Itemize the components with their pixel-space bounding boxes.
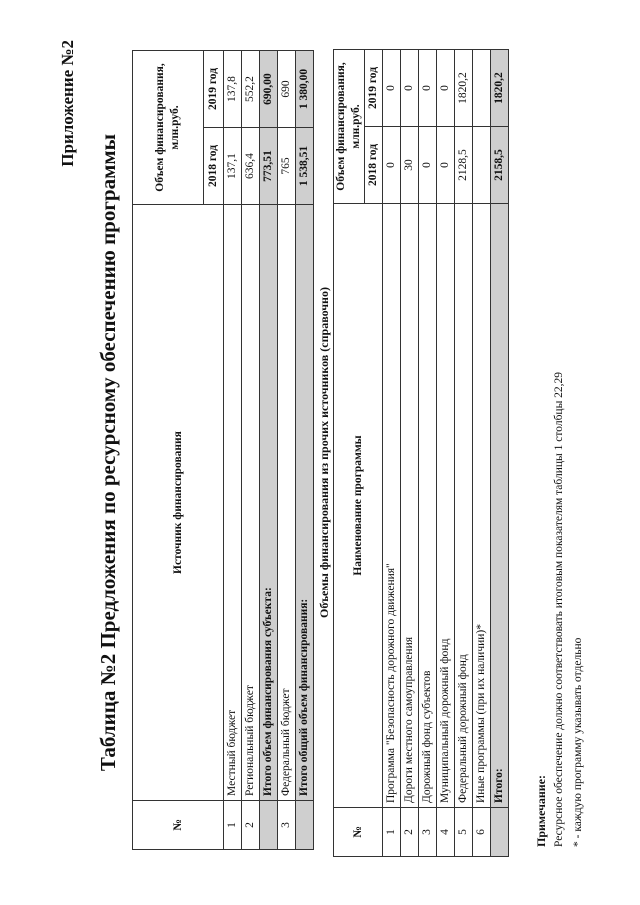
- page-title: Таблица №2 Предложения по ресурсному обеспечению программы: [96, 133, 120, 772]
- row-num: 5: [455, 808, 473, 857]
- section-subtitle: Объемы финансирования из прочих источников (справочно): [317, 287, 331, 618]
- total-row: [491, 50, 509, 857]
- row-name: Федеральный дорожный фонд: [455, 204, 473, 808]
- row-num: 6: [473, 808, 491, 857]
- row-value-2019: 552,2: [242, 51, 260, 128]
- row-num: 1: [383, 808, 401, 857]
- row-name: Итого объем финансирования субъекта:: [260, 205, 278, 801]
- row-name: Иные программы (при их наличии)*: [473, 204, 491, 808]
- row-value-2018: 2128,5: [455, 127, 473, 204]
- col-year2-header: 2019 год: [365, 50, 383, 127]
- row-name: Местный бюджет: [224, 205, 242, 801]
- row-value-2018: 773,51: [260, 128, 278, 205]
- row-num: 4: [437, 808, 455, 857]
- row-value-2018: 137,1: [224, 128, 242, 205]
- row-value-2019: 137,8: [224, 51, 242, 128]
- row-value-2019: 0: [419, 50, 437, 127]
- row-name: Федеральный бюджет: [278, 205, 296, 801]
- table-row: [383, 50, 401, 857]
- table-row: [455, 50, 473, 857]
- row-name: Программа "Безопасность дорожного движения": [383, 204, 401, 808]
- row-name: Дороги местного самоуправления: [401, 204, 419, 808]
- col-volume-header: Объем финансирования, млн.руб.: [334, 50, 365, 204]
- row-value-2019: 0: [437, 50, 455, 127]
- row-value-2018: 765: [278, 128, 296, 205]
- table-header-row: [334, 50, 365, 857]
- table-row: [242, 51, 260, 850]
- row-value-2019: 690: [278, 51, 296, 128]
- table-header-row: [133, 51, 204, 850]
- subtotal-row: [260, 51, 278, 850]
- row-value-2018: 1 538,51: [296, 128, 314, 205]
- table-row: [419, 50, 437, 857]
- table-row: [473, 50, 491, 857]
- note-line-2: * - каждую программу указывать отдельно: [572, 637, 584, 847]
- row-name: Итого:: [491, 204, 509, 808]
- table-row: [224, 51, 242, 850]
- col-year2-header: 2019 год: [204, 51, 224, 128]
- funding-sources-table: [132, 50, 314, 850]
- row-num: 2: [401, 808, 419, 857]
- row-value-2018: 636,4: [242, 128, 260, 205]
- row-value-2019: 1 380,00: [296, 51, 314, 128]
- table-row: [437, 50, 455, 857]
- row-num: [491, 808, 509, 857]
- row-num: 1: [224, 801, 242, 850]
- row-value-2018: 0: [419, 127, 437, 204]
- row-num: [260, 801, 278, 850]
- col-year1-header: 2018 год: [204, 128, 224, 205]
- row-value-2019: 1820,2: [491, 50, 509, 127]
- row-value-2018: 0: [383, 127, 401, 204]
- note-line-1: Ресурсное обеспечение должно соответствовать итоговым показателям таблицы 1 столбцы 22,29: [553, 371, 565, 847]
- total-row: [296, 51, 314, 850]
- table-row: [278, 51, 296, 850]
- row-value-2018: [473, 127, 491, 204]
- row-value-2019: 1820,2: [455, 50, 473, 127]
- other-sources-table: [333, 49, 509, 857]
- col-program-header: Наименование программы: [334, 204, 383, 808]
- row-value-2018: 2158,5: [491, 127, 509, 204]
- row-num: 2: [242, 801, 260, 850]
- col-year1-header: 2018 год: [365, 127, 383, 204]
- table-row: [401, 50, 419, 857]
- row-value-2019: [473, 50, 491, 127]
- col-volume-header: Объем финансирования, млн.руб.: [133, 51, 204, 205]
- row-num: 3: [419, 808, 437, 857]
- row-value-2019: 0: [383, 50, 401, 127]
- note-heading: Примечание:: [534, 774, 548, 847]
- col-source-header: Источник финансирования: [133, 205, 224, 801]
- row-name: Региональный бюджет: [242, 205, 260, 801]
- row-value-2019: 0: [401, 50, 419, 127]
- row-name: Итого общий объем финансирования:: [296, 205, 314, 801]
- col-num-header: №: [334, 808, 383, 857]
- appendix-label: Приложение №2: [58, 40, 77, 167]
- row-num: 3: [278, 801, 296, 850]
- row-name: Дорожный фонд субъектов: [419, 204, 437, 808]
- row-name: Муниципальный дорожный фонд: [437, 204, 455, 808]
- row-value-2018: 0: [437, 127, 455, 204]
- row-value-2019: 690,00: [260, 51, 278, 128]
- row-value-2018: 30: [401, 127, 419, 204]
- row-num: [296, 801, 314, 850]
- col-num-header: №: [133, 801, 224, 850]
